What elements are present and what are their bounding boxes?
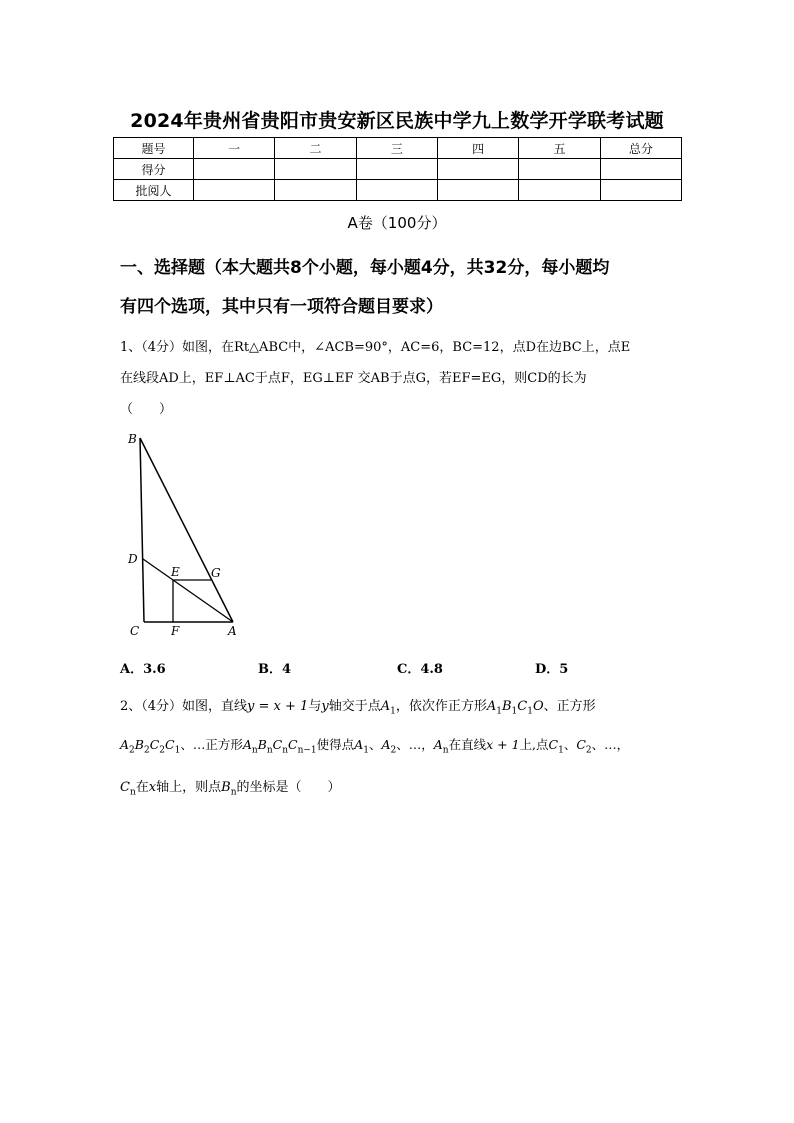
part1-heading-line1: 一、选择题（本大题共8个小题，每小题4分，共32分，每小题均 xyxy=(120,258,610,278)
q2-line1 xyxy=(120,695,596,717)
var: y xyxy=(321,699,329,714)
text: 在 xyxy=(135,780,149,795)
subscript: 1 xyxy=(363,745,369,756)
table-cell[interactable] xyxy=(275,159,356,180)
subscript: 1 xyxy=(496,706,502,717)
table-cell[interactable] xyxy=(194,159,275,180)
table-cell: 得分 xyxy=(114,159,194,180)
q1-choice-c[interactable]: C．4.8 xyxy=(397,662,443,677)
subscript: n xyxy=(266,745,273,756)
table-cell: 三 xyxy=(356,138,437,159)
subscript: n−1 xyxy=(297,745,317,756)
table-cell[interactable] xyxy=(600,180,681,201)
table-cell[interactable] xyxy=(600,159,681,180)
table-row xyxy=(114,180,682,201)
text: ，依次作正方形 xyxy=(395,699,487,714)
var: C xyxy=(517,699,528,714)
subscript: 1 xyxy=(558,745,564,756)
table-cell[interactable] xyxy=(437,159,518,180)
table-cell: 一 xyxy=(194,138,275,159)
var: B xyxy=(501,699,512,714)
segment-ab xyxy=(140,438,233,622)
subscript: n xyxy=(230,787,237,798)
table-cell: 题号 xyxy=(114,138,194,159)
text: 、…正方形 xyxy=(180,737,243,752)
table-cell: 五 xyxy=(519,138,600,159)
subscript: n xyxy=(129,787,136,798)
label-a: A xyxy=(228,624,237,638)
text: 与 xyxy=(308,699,322,714)
var: A xyxy=(380,699,391,714)
var: A xyxy=(120,737,130,752)
subscript: 1 xyxy=(390,706,396,717)
text: 、 xyxy=(563,737,577,752)
var: C xyxy=(272,737,283,752)
text: 、…， xyxy=(396,737,434,752)
var: A xyxy=(433,737,443,752)
var: A xyxy=(381,737,391,752)
q1-figure xyxy=(120,425,260,645)
var: C xyxy=(548,737,559,752)
text: 、正方形 xyxy=(543,699,596,714)
var: B xyxy=(134,737,144,752)
label-b: B xyxy=(128,432,137,446)
var: C xyxy=(576,737,586,752)
table-cell[interactable] xyxy=(519,159,600,180)
subscript: 2 xyxy=(129,745,135,756)
q1-line1: 1、（4分）如图，在Rt△ABC中，∠ACB=90°，AC=6，BC=12，点D在边BC上，点E xyxy=(120,340,631,355)
q2-line3 xyxy=(120,776,341,798)
var: A xyxy=(354,737,364,752)
table-cell: 四 xyxy=(437,138,518,159)
label-e: E xyxy=(171,565,180,579)
text: 在直线 xyxy=(448,737,487,752)
subscript: n xyxy=(442,745,449,756)
q1-line2: 在线段AD上，EF⊥AC于点F，EG⊥EF 交AB于点G，若EF=EG，则CD的长为 xyxy=(120,371,587,386)
var: C xyxy=(165,737,175,752)
table-cell: 二 xyxy=(275,138,356,159)
part1-heading-line2: 有四个选项，其中只有一项符合题目要求） xyxy=(120,297,443,317)
text: 上,点 xyxy=(519,737,549,752)
text: 的坐标是（ ） xyxy=(236,780,341,795)
q1-choice-b[interactable]: B．4 xyxy=(258,662,292,677)
subscript: 1 xyxy=(174,745,181,756)
var: A xyxy=(242,737,252,752)
q1-line3: （ ） xyxy=(120,402,173,417)
text: 、…， xyxy=(591,737,630,752)
label-g: G xyxy=(211,566,221,580)
subscript: 2 xyxy=(390,745,397,756)
text: 使得点 xyxy=(316,737,355,752)
var: x xyxy=(148,780,157,795)
table-cell[interactable] xyxy=(275,180,356,201)
page-title: 2024年贵州省贵阳市贵安新区民族中学九上数学开学联考试题 xyxy=(130,110,664,132)
table-cell[interactable] xyxy=(194,180,275,201)
table-cell[interactable] xyxy=(356,180,437,201)
subscript: 2 xyxy=(143,745,150,756)
subscript: n xyxy=(282,745,289,756)
subscript: 2 xyxy=(585,745,592,756)
text: 轴上，则点 xyxy=(156,780,222,795)
q2-line2 xyxy=(120,735,629,756)
text: 2、（4分）如图，直线 xyxy=(120,699,248,714)
var: A xyxy=(486,699,497,714)
label-d: D xyxy=(128,552,138,566)
subscript: n xyxy=(251,745,258,756)
segment-bc xyxy=(140,438,144,622)
subscript: 1 xyxy=(527,706,533,717)
table-cell[interactable] xyxy=(356,159,437,180)
var: C xyxy=(288,737,298,752)
var: B xyxy=(257,737,267,752)
score-table xyxy=(113,137,682,201)
var: O xyxy=(532,699,544,714)
subscript: 1 xyxy=(511,706,518,717)
text: 轴交于点 xyxy=(328,699,381,714)
var: C xyxy=(120,780,130,795)
table-cell: 总分 xyxy=(600,138,681,159)
table-row xyxy=(114,159,682,180)
subscript: 2 xyxy=(159,745,165,756)
equation: y = x + 1 xyxy=(247,699,309,714)
table-cell[interactable] xyxy=(437,180,518,201)
section-a-label: A卷（100分） xyxy=(347,214,447,232)
equation: x + 1 xyxy=(486,737,520,752)
var: B xyxy=(221,780,231,795)
label-f: F xyxy=(171,624,180,638)
var: C xyxy=(149,737,160,752)
table-cell: 批阅人 xyxy=(114,180,194,201)
q1-choice-a[interactable]: A．3.6 xyxy=(120,662,166,677)
label-c: C xyxy=(130,624,140,638)
table-header-row xyxy=(114,138,682,159)
table-cell[interactable] xyxy=(519,180,600,201)
text: 、 xyxy=(368,737,382,752)
q1-choice-d[interactable]: D．5 xyxy=(535,662,569,677)
